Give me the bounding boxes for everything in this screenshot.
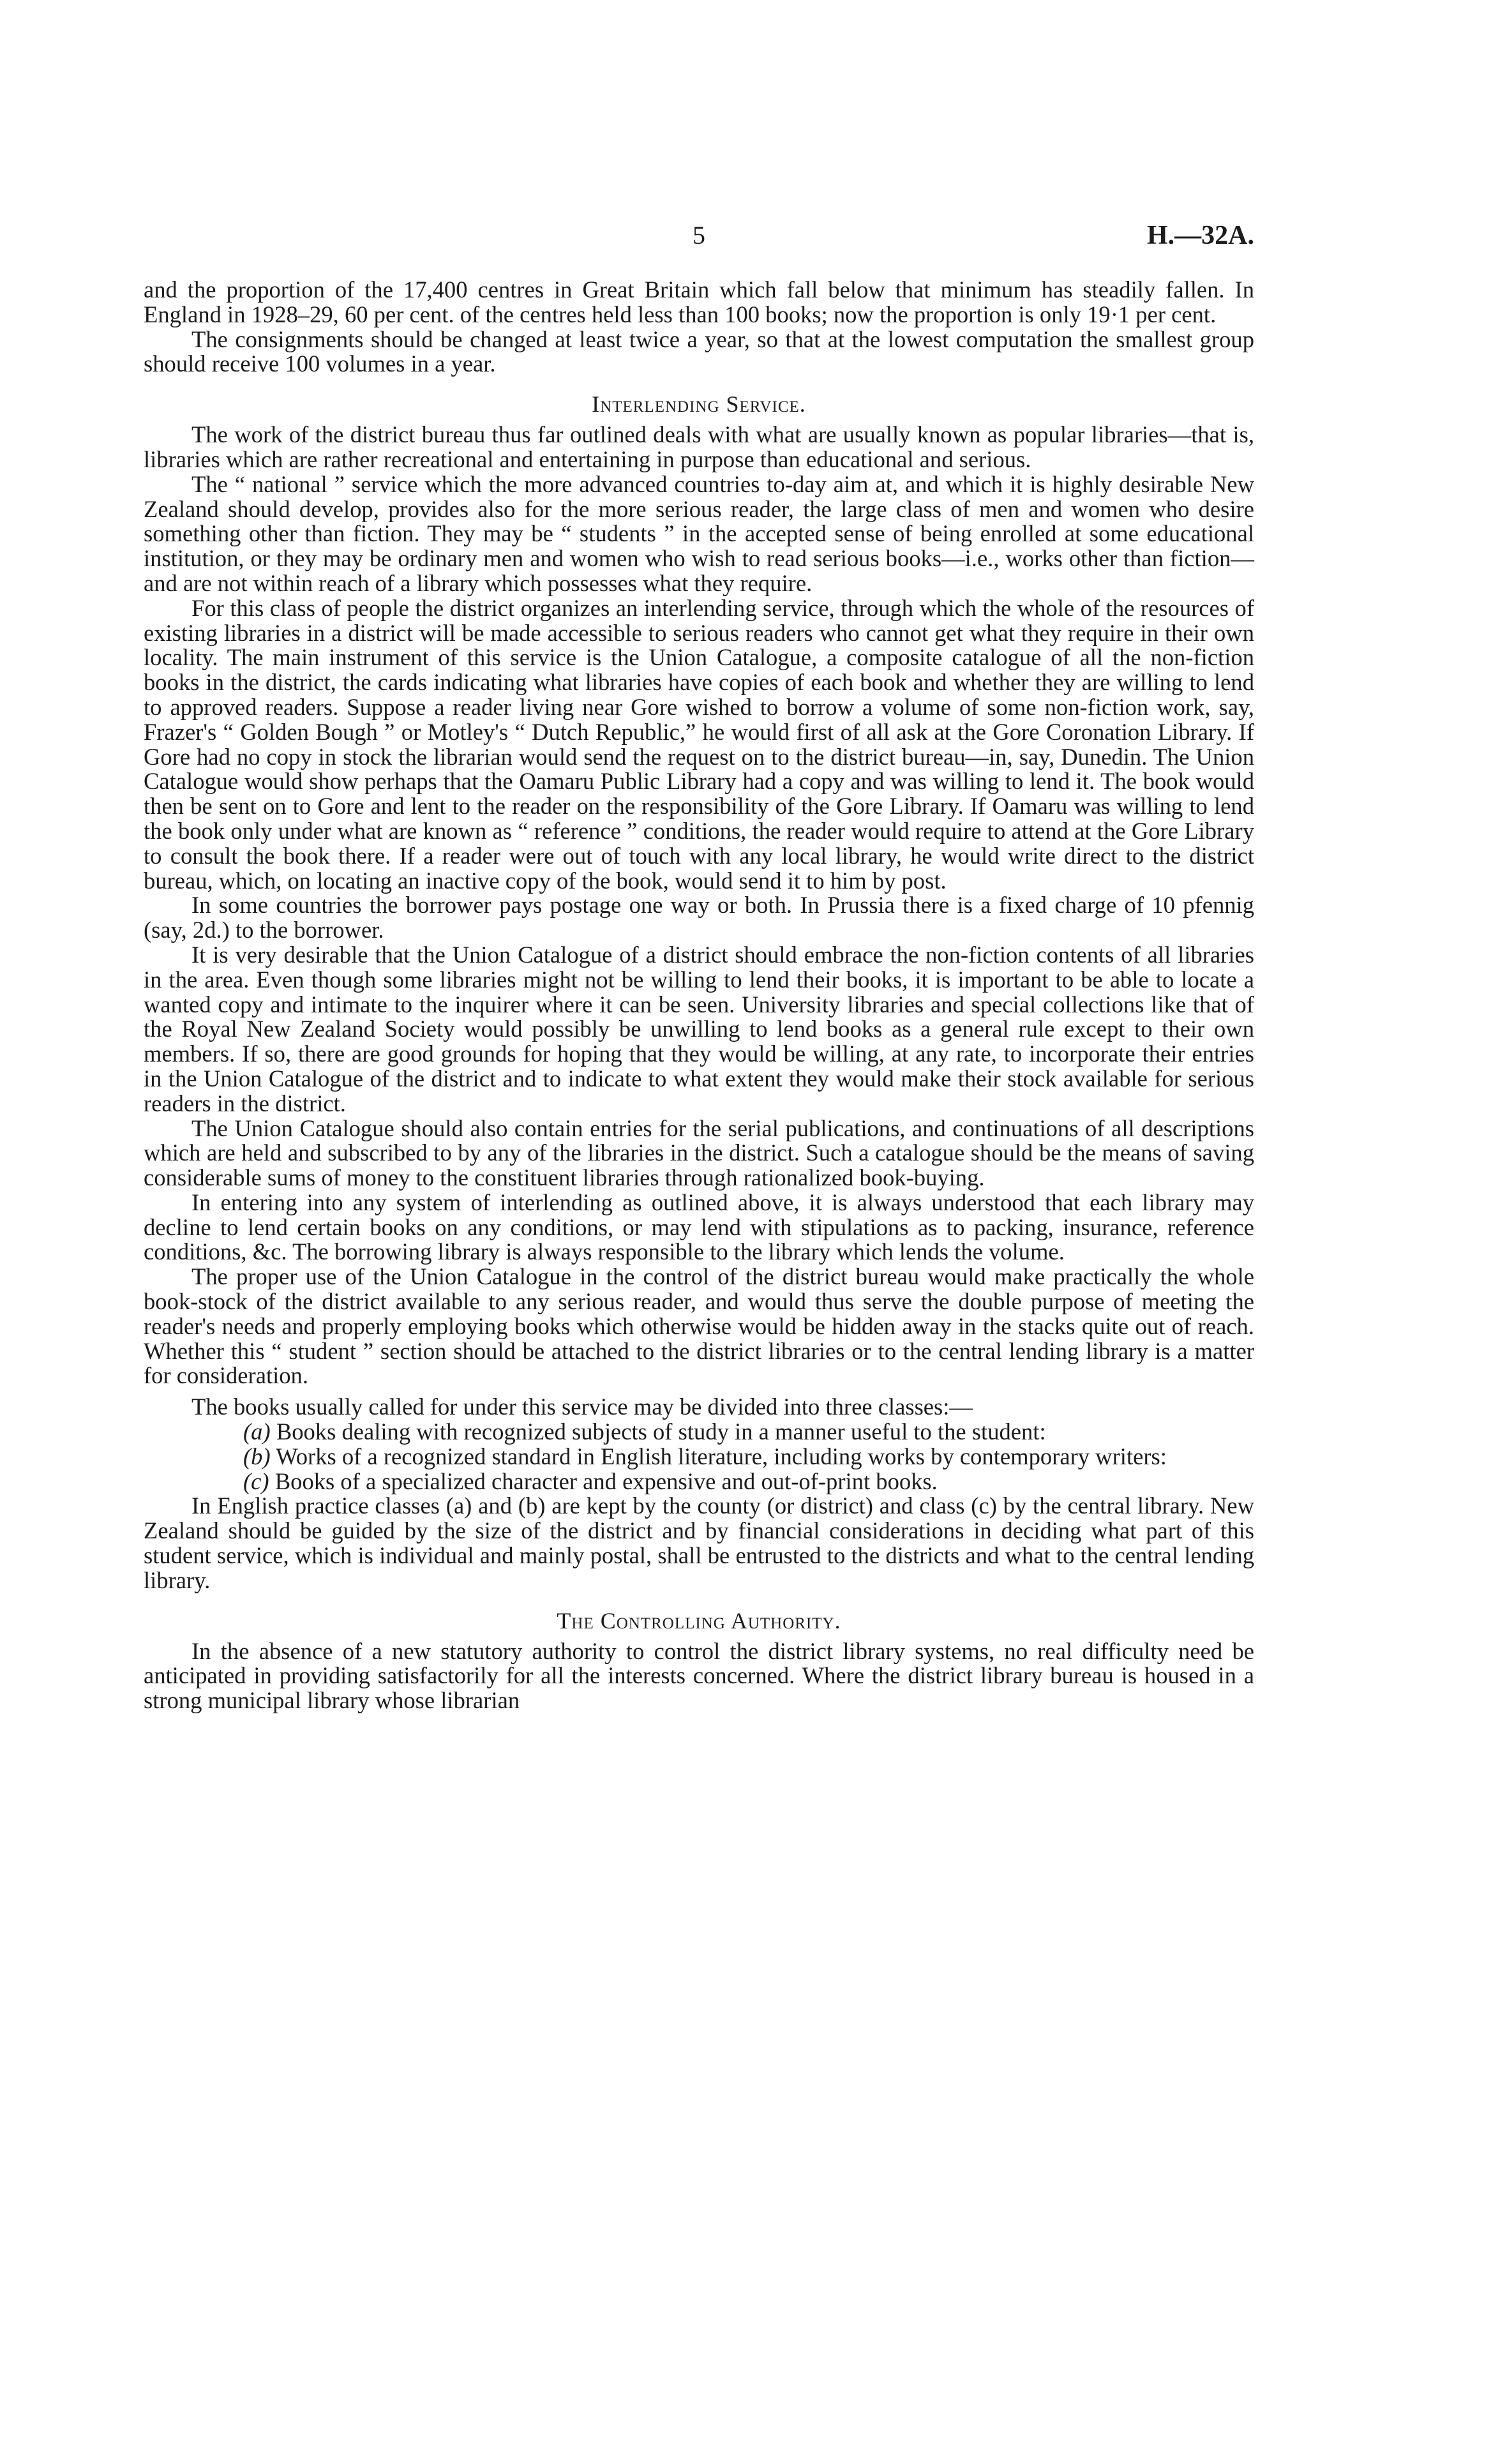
list-item xyxy=(144,1445,1254,1469)
page-header xyxy=(144,220,1254,265)
paragraph: The “ national ” service which the more advanced countries to-day aim at, and which it is highly desirable New Zealand should develop, provides also for the more serious reader, the large class of men and women who desire something other than fiction. They may be “ students ” in the accepted sense of being enrolled at some educational institution, or they may be ordinary men and women who wish to read serious books—i.e., works other than fiction—and are not within reach of a library which possesses what they require. xyxy=(144,470,1254,596)
list-item-mark: (b) xyxy=(243,1443,271,1469)
list-item-text: Books dealing with recognized subjects of study in a manner useful to the student: xyxy=(276,1418,1046,1445)
list-item xyxy=(144,1469,1254,1494)
paragraph: For this class of people the district organizes an interlending service, through which the whole of the resources of existing libraries in a district will be made accessible to serious readers who cannot get what they require in their own locality. The main instrument of this service is the Union Catalogue, a composite catalogue of all the non-fiction books in the district, the cards indicating what libraries have copies of each book and whether they are willing to lend to approved readers. Suppose a reader living near Gore wished to borrow a volume of some non-fiction work, say, Frazer's “ Golden Bough ” or Motley's “ Dutch Republic,” he would first of all ask at the Gore Coronation Library. If Gore had no copy in stock the librarian would send the request on to the district bureau—in, say, Dunedin. The Union Catalogue would show perhaps that the Oamaru Public Library had a copy and was willing to lend it. The book would then be sent on to Gore and lent to the reader on the responsibility of the Gore Library. If Oamaru was willing to lend the book only under what are known as “ reference ” conditions, the reader would require to attend at the Gore Library to consult the book there. If a reader were out of touch with any local library, he would write direct to the district bureau, which, on locating an inactive copy of the book, would send it to him by post. xyxy=(144,594,1254,894)
paragraph: The proper use of the Union Catalogue in the control of the district bureau would make practically the whole book-stock of the district available to any serious reader, and would thus serve the double purpose of meeting the reader's needs and properly employing books which otherwise would be hidden away in the stacks quite out of reach. Whether this “ student ” section should be attached to the district libraries or to the central lending library is a matter for consideration. xyxy=(144,1263,1254,1389)
section-heading-interlending: Interlending Service. xyxy=(592,391,806,417)
list-item xyxy=(144,1420,1254,1445)
paragraph: In English practice classes (a) and (b) are kept by the county (or district) and class (c) by the central library. New Zealand should be guided by the size of the district and by financial considerations in deciding what part of this student service, which is individual and mainly postal, shall be entrusted to the districts and what to the central lending library. xyxy=(144,1492,1254,1593)
list-item-text: Books of a specialized character and expensive and out-of-print books. xyxy=(274,1468,938,1494)
page-number: 5 xyxy=(693,221,705,250)
document-page xyxy=(144,220,1254,2346)
paragraph: In some countries the borrower pays postage one way or both. In Prussia there is a fixed charge of 10 pfennig (say, 2d.) to the borrower. xyxy=(144,892,1254,943)
list-item-mark: (c) xyxy=(243,1468,269,1494)
book-classes-list xyxy=(144,1420,1254,1494)
document-reference: H.—32A. xyxy=(1147,221,1254,250)
paragraph: The consignments should be changed at least twice a year, so that at the lowest computation the smallest group should receive 100 volumes in a year. xyxy=(144,326,1254,377)
list-item-mark: (a) xyxy=(243,1418,271,1445)
list-item-text: Works of a recognized standard in English literature, including works by contemporary writers: xyxy=(276,1443,1167,1469)
paragraph: In the absence of a new statutory authority to control the district library systems, no real difficulty need be anticipated in providing satisfactorily for all the interests concerned. Where the district library bureau is housed in a strong municipal library whose librarian xyxy=(144,1637,1254,1714)
paragraph: In entering into any system of interlending as outlined above, it is always understood that each library may decline to lend certain books on any conditions, or may lend with stipulations as to packing, insurance, reference conditions, &c. The borrowing library is always responsible to the library which lends the volume. xyxy=(144,1189,1254,1265)
paragraph: The Union Catalogue should also contain entries for the serial publications, and continuations of all descriptions which are held and subscribed to by any of the libraries in the district. Such a catalogue should be the means of saving considerable sums of money to the constituent libraries through rationalized book-buying. xyxy=(144,1115,1254,1191)
paragraph: It is very desirable that the Union Catalogue of a district should embrace the non-fiction contents of all libraries in the area. Even though some libraries might not be willing to lend their books, it is important to be able to locate a wanted copy and intimate to the inquirer where it can be seen. University libraries and special collections like that of the Royal New Zealand Society would possibly be unwilling to lend books as a general rule except to their own members. If so, there are good grounds for hoping that they would be willing, at any rate, to incorporate their entries in the Union Catalogue of the district and to indicate to what extent they would make their stock available for serious readers in the district. xyxy=(144,941,1254,1116)
paragraph: and the proportion of the 17,400 centres in Great Britain which fall below that minimum has steadily fallen. In England in 1928–29, 60 per cent. of the centres held less than 100 books; now the proportion is only 19·1 per cent. xyxy=(144,276,1254,327)
section-heading-controlling-authority: The Controlling Authority. xyxy=(557,1607,841,1634)
paragraph: The work of the district bureau thus far outlined deals with what are usually known as popular libraries—that is, libraries which are rather recreational and entertaining in purpose than educational and serious. xyxy=(144,421,1254,472)
list-intro: The books usually called for under this service may be divided into three classes:— xyxy=(191,1394,973,1420)
